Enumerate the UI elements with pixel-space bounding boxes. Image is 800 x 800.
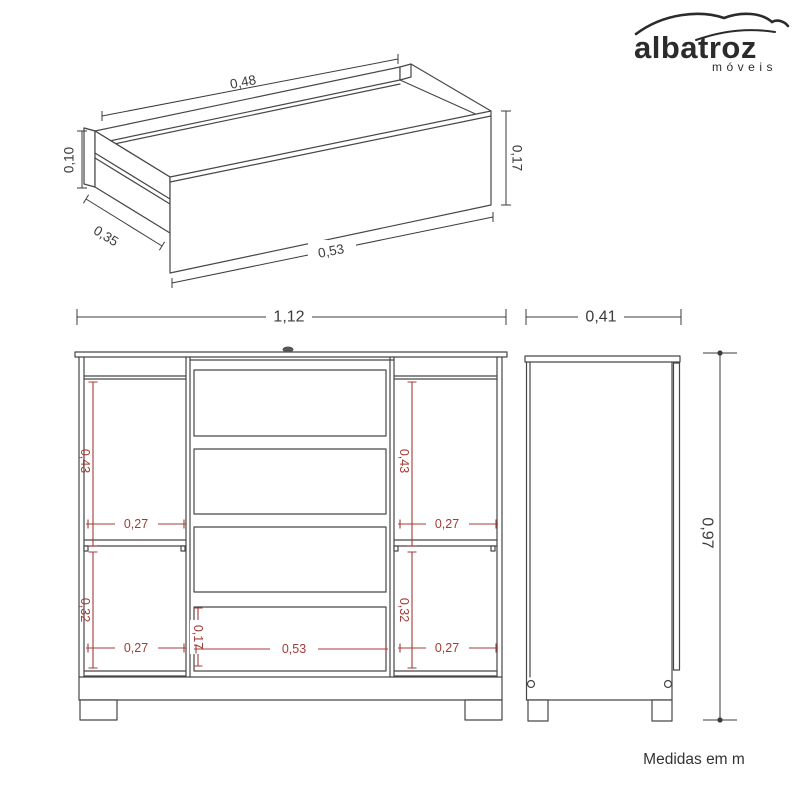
right-lower-width-label: 0,27 <box>434 641 460 655</box>
brand-name: albatroz <box>634 30 757 65</box>
side-dim-depth <box>526 306 681 328</box>
drawer-back-width-label: 0,48 <box>228 72 258 92</box>
front-dim-right-upper <box>397 382 498 546</box>
drawer-side-height-label: 0,10 <box>61 146 77 174</box>
drawer-front-1 <box>194 370 386 436</box>
right-lower-height-label: 0,32 <box>397 597 411 623</box>
left-upper-width-label: 0,27 <box>123 517 149 531</box>
left-lower-width-label: 0,27 <box>123 641 149 655</box>
units-note: Medidas em m <box>643 751 745 768</box>
front-dim-left-lower <box>78 552 186 668</box>
left-upper-height-label: 0,43 <box>78 448 92 474</box>
cabinet-side-view <box>525 306 737 723</box>
cam-knob <box>283 347 294 353</box>
drawer-front-width-label: 0,53 <box>316 241 346 261</box>
front-left-foot <box>80 700 117 720</box>
front-dim-right-lower <box>397 552 498 668</box>
side-right-screw-hole <box>665 681 672 688</box>
right-upper-height-label: 0,43 <box>397 448 411 474</box>
drawer-depth-label: 0,35 <box>90 222 122 250</box>
drawer-height-label: 0,17 <box>191 624 205 650</box>
cabinet-front-view <box>75 306 507 720</box>
front-right-foot <box>465 700 502 720</box>
drawer-front-4 <box>194 607 386 671</box>
side-depth-label: 0,41 <box>585 308 617 326</box>
side-right-foot <box>652 700 672 721</box>
drawer-front-2 <box>194 449 386 514</box>
side-total-height-label: 0,97 <box>698 517 716 549</box>
right-upper-width-label: 0,27 <box>434 517 460 531</box>
front-dim-total-width <box>77 306 506 328</box>
brand-tagline: móveis <box>711 60 777 74</box>
side-dim-total-height <box>699 350 738 722</box>
side-left-foot <box>528 700 548 721</box>
albatroz-logo <box>634 14 788 74</box>
front-total-width-label: 1,12 <box>273 308 305 326</box>
side-front-panel <box>674 363 680 670</box>
drawer-width-label: 0,53 <box>281 642 307 656</box>
side-left-screw-hole <box>528 681 535 688</box>
drawer-dim-front-height <box>501 111 525 205</box>
drawer-isometric-view <box>62 54 525 288</box>
left-lower-height-label: 0,32 <box>78 597 92 623</box>
drawer-front-3 <box>194 527 386 592</box>
drawer-dim-side-height <box>62 131 88 188</box>
drawer-front-height-label: 0,17 <box>509 144 525 172</box>
front-dim-left-upper <box>78 382 186 546</box>
